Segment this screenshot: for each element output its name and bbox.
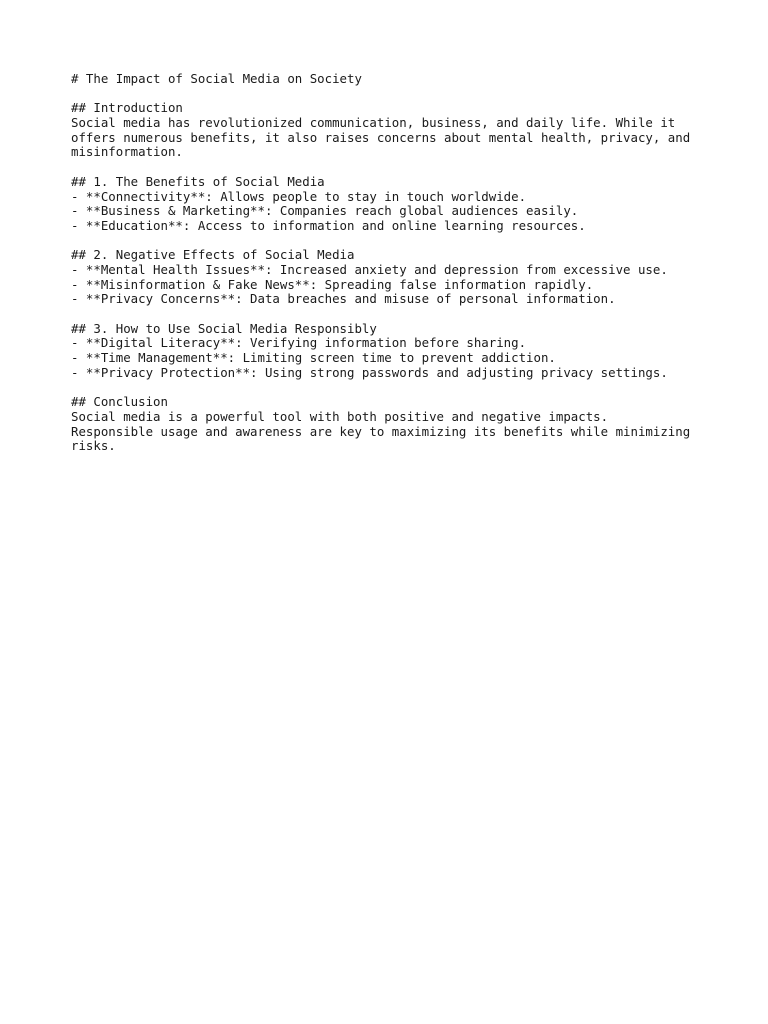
benefits-item: - **Connectivity**: Allows people to stay in touch worldwide. xyxy=(71,188,527,204)
spacer xyxy=(71,380,711,395)
intro-line: offers numerous benefits, it also raises concerns about mental health, privacy, and xyxy=(71,129,691,145)
spacer xyxy=(71,87,711,102)
intro-line: Social media has revolutionized communication, business, and daily life. While it xyxy=(71,115,676,131)
spacer xyxy=(71,160,711,175)
spacer xyxy=(71,307,711,322)
conclusion-heading: ## Conclusion xyxy=(71,394,168,410)
document-title: # The Impact of Social Media on Society xyxy=(71,71,362,86)
conclusion-line: Social media is a powerful tool with both positive and negative impacts. xyxy=(71,408,609,424)
negatives-item: - **Privacy Concerns**: Data breaches and misuse of personal information. xyxy=(71,291,616,307)
responsible-heading: ## 3. How to Use Social Media Responsibly xyxy=(71,320,377,336)
negatives-item: - **Mental Health Issues**: Increased anxiety and depression from excessive use. xyxy=(71,261,668,277)
negatives-item: - **Misinformation & Fake News**: Spreading false information rapidly. xyxy=(71,276,594,292)
spacer xyxy=(71,234,711,249)
document-body xyxy=(71,72,711,454)
responsible-item: - **Time Management**: Limiting screen time to prevent addiction. xyxy=(71,350,556,366)
intro-line: misinformation. xyxy=(71,144,183,160)
benefits-item: - **Education**: Access to information and online learning resources. xyxy=(71,217,586,233)
conclusion-line: risks. xyxy=(71,438,116,454)
negatives-heading: ## 2. Negative Effects of Social Media xyxy=(71,247,355,263)
conclusion-line: Responsible usage and awareness are key to maximizing its benefits while minimizing xyxy=(71,423,691,439)
intro-heading: ## Introduction xyxy=(71,100,183,116)
benefits-heading: ## 1. The Benefits of Social Media xyxy=(71,173,325,189)
responsible-item: - **Digital Literacy**: Verifying information before sharing. xyxy=(71,335,527,351)
responsible-item: - **Privacy Protection**: Using strong passwords and adjusting privacy settings. xyxy=(71,364,668,380)
benefits-item: - **Business & Marketing**: Companies reach global audiences easily. xyxy=(71,203,579,219)
